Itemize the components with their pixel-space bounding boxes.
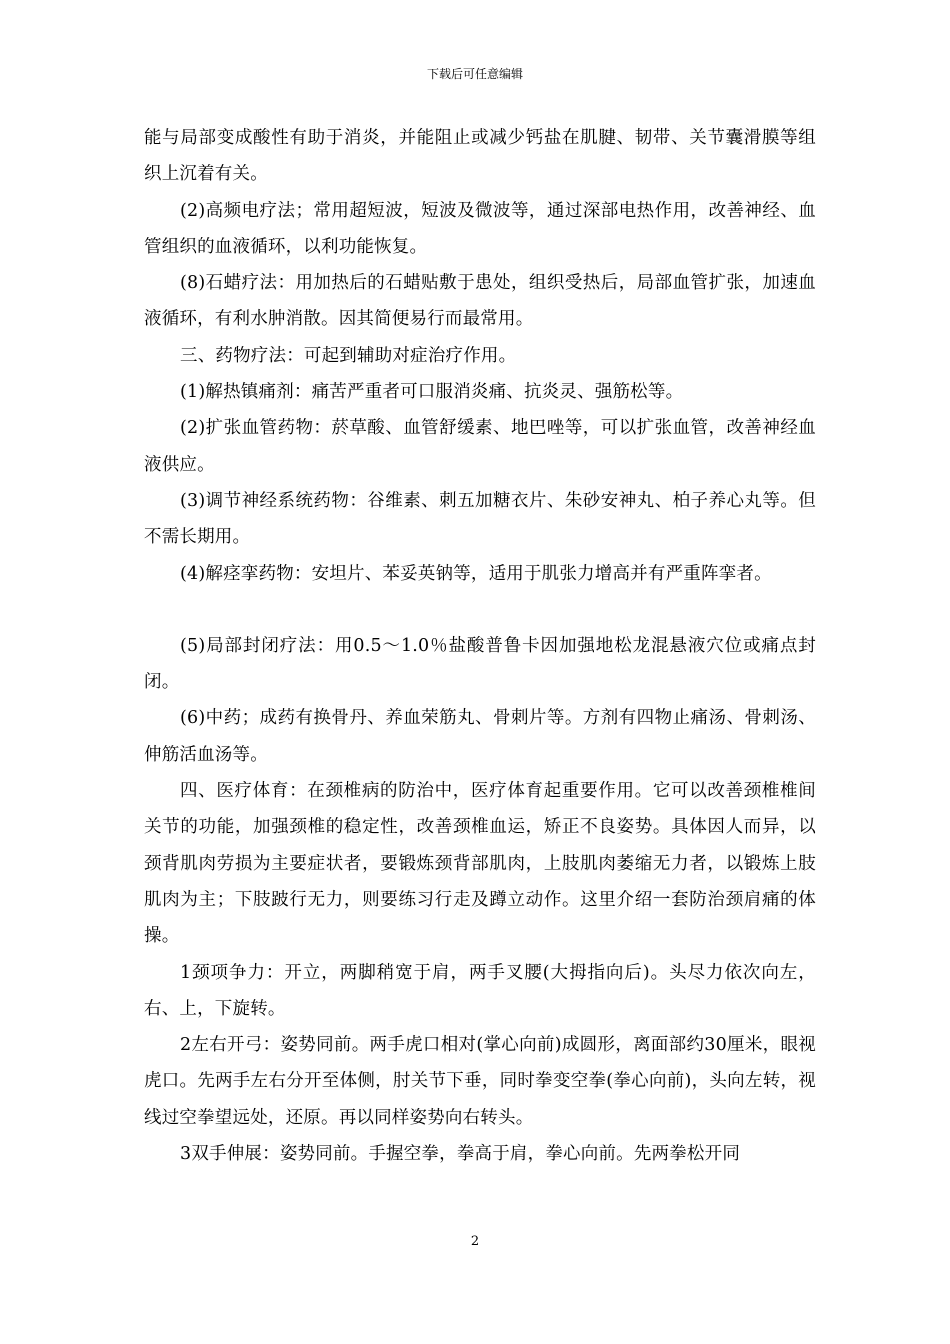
paragraph: (5)局部封闭疗法：用0.5～1.0％盐酸普鲁卡因加强地松龙混悬液穴位或痛点封闭。 <box>144 635 816 693</box>
paragraph: (6)中药；成药有换骨丹、养血荣筋丸、骨刺片等。方剂有四物止痛汤、骨刺汤、伸筋活血汤等。 <box>144 708 816 765</box>
body-text <box>144 120 816 1172</box>
paragraph: 2左右开弓：姿势同前。两手虎口相对(掌心向前)成圆形，离面部约30厘米，眼视虎口。先两手左右分开至体侧，肘关节下垂，同时拳变空拳(拳心向前)，头向左转，视线过空拳望远处，还原。再以同样姿势向右转头。 <box>144 1035 816 1128</box>
page-number: 2 <box>470 1234 480 1249</box>
paragraph: (2)扩张血管药物：菸草酸、血管舒缓素、地巴唑等，可以扩张血管，改善神经血液供应。 <box>144 418 816 475</box>
paragraph: 能与局部变成酸性有助于消炎，并能阻止或减少钙盐在肌腱、韧带、关节囊滑膜等组织上沉着有关。 <box>144 128 816 185</box>
paragraph: 1颈项争力：开立，两脚稍宽于肩，两手叉腰(大拇指向后)。头尽力依次向左，右、上，下旋转。 <box>144 962 816 1019</box>
paragraph: 四、医疗体育：在颈椎病的防治中，医疗体育起重要作用。它可以改善颈椎椎间关节的功能，加强颈椎的稳定性，改善颈椎血运，矫正不良姿势。具体因人而异，以颈背肌肉劳损为主要症状者，要锻炼颈背部肌肉，上肢肌肉萎缩无力者，以锻炼上肢肌肉为主；下肢跛行无力，则要练习行走及蹲立动作。这里介绍一套防治颈肩痛的体操。 <box>144 781 816 947</box>
paragraph: (2)高频电疗法；常用超短波，短波及微波等，通过深部电热作用，改善神经、血管组织的血液循环，以利功能恢复。 <box>144 200 816 257</box>
paragraph: (8)石蜡疗法：用加热后的石蜡贴敷于患处，组织受热后，局部血管扩张，加速血液循环，有利水肿消散。因其简便易行而最常用。 <box>144 273 816 330</box>
paragraph: (1)解热镇痛剂：痛苦严重者可口服消炎痛、抗炎灵、强筋松等。 <box>180 382 684 403</box>
paragraph: (4)解痉挛药物：安坦片、苯妥英钠等，适用于肌张力增高并有严重阵挛者。 <box>180 563 772 584</box>
paragraph: (3)调节神经系统药物：谷维素、刺五加糖衣片、朱砂安神丸、柏子养心丸等。但不需长期用。 <box>144 490 816 548</box>
paragraph: 3双手伸展：姿势同前。手握空拳，拳高于肩，拳心向前。先两拳松开同 <box>180 1144 741 1165</box>
paragraph: 三、药物疗法：可起到辅助对症治疗作用。 <box>180 345 517 366</box>
page-header: 下载后可任意编辑 <box>426 67 523 81</box>
